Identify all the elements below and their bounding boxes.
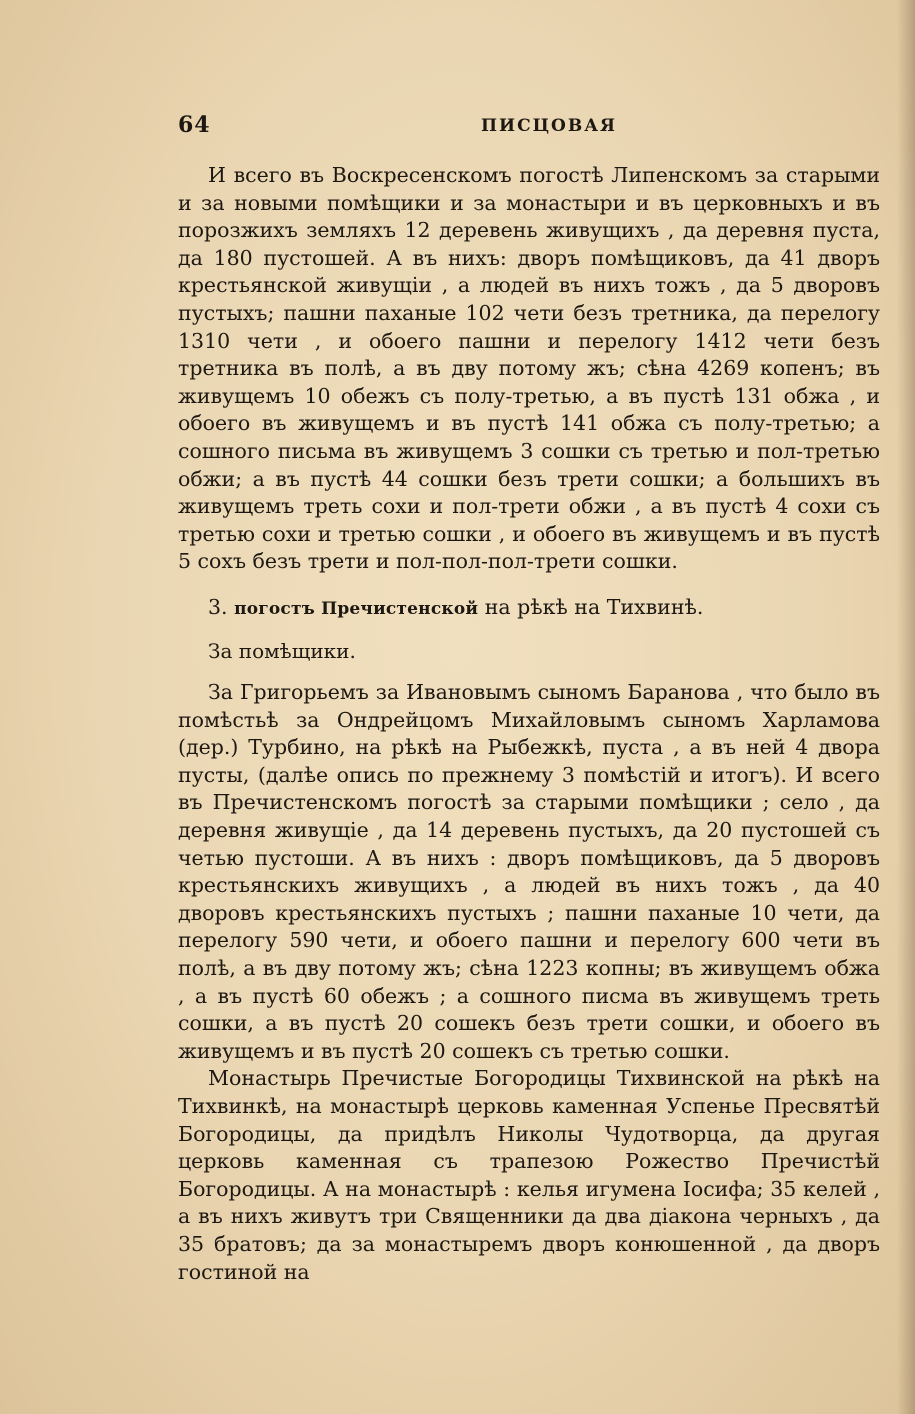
- running-title: ПИСЦОВАЯ: [480, 116, 618, 136]
- paragraph-summary-lipensky: И всего въ Воскресенскомъ погостѣ Липенскомъ за старыми и за новыми помѣщики и за монастыри и въ церковныхъ и въ порозжихъ земляхъ 12 деревень живущихъ , да деревня пуста, да 180 пустошей. А въ нихъ: дворъ помѣщиковъ, да 41 дворъ крестьянской живущіи , а людей въ нихъ тожъ , да 5 дворовъ пустыхъ; пашни паханые 102 чети безъ третника, да перелогу 1310 чети , и обоего пашни и перелогу 1412 чети безъ третника въ полѣ, а въ дву потому жъ; сѣна 4269 копенъ; въ живущемъ 10 обежъ съ полу-третью, а въ пустѣ 131 обжа , и обоего въ живущемъ и въ пустѣ 141 обжа съ полу-третью; а сошного письма въ живущемъ 3 сошки съ третью и пол-третью обжи; а въ пустѣ 44 сошки безъ трети сошки; а большихъ въ живущемъ треть сохи и пол-трети обжи , а въ пустѣ 4 сохи съ третью сохи и третью сошки , и обоего въ живущемъ и въ пустѣ 5 сохъ безъ трети и пол-пол-пол-трети сошки.: [178, 163, 880, 574]
- spacer: [178, 665, 880, 679]
- section-heading: [178, 594, 880, 624]
- paragraph-monastery: Монастырь Пречистые Богородицы Тихвинской на рѣкѣ на Тихвинкѣ, на монастырѣ церковь каменная Успенье Пресвятѣй Богородицы, да придѣлъ Николы Чудотворца, да другая церковь каменная съ трапезою Рожество Пречистѣй Богородицы. А на монастырѣ : келья игумена Іосифа; 35 келей , а въ нихъ живутъ три Священники да два діакона черныхъ , да 35 братовъ; да за монастыремъ дворъ конюшенной , да дворъ гостиной на: [178, 1066, 880, 1284]
- body-text: [178, 162, 880, 1286]
- spacer: [178, 576, 880, 594]
- page-edge-shadow: [897, 0, 915, 1414]
- section-location: на рѣкѣ на Тихвинѣ.: [484, 594, 704, 619]
- paragraph-baranov: За Григорьемъ за Ивановымъ сыномъ Баранова , что было въ помѣстьѣ за Ондрейцомъ Михайловымъ сыномъ Харламова (дер.) Турбино, на рѣкѣ на Рыбежкѣ, пуста , а въ ней 4 двора пусты, (далѣе опись по прежнему 3 помѣстій и итогъ). И всего въ Пречистенскомъ погостѣ за старыми помѣщики ; село , да деревня живущіе , да 14 деревень пустыхъ, да 20 пустошей съ четью пустоши. А въ нихъ : дворъ помѣщиковъ, да 5 дворовъ крестьянскихъ живущихъ , а людей въ нихъ тожъ , да 40 дворовъ крестьянскихъ пустыхъ ; пашни паханые 10 чети, да перелогу 590 чети, и обоего пашни и перелогу 600 чети въ полѣ, а въ дву потому жъ; сѣна 1223 копны; въ живущемъ обжа , а въ пустѣ 60 обежъ ; а сошного писма въ живущемъ треть сошки, а въ пустѣ 20 сошекъ безъ трети сошки, и обоего въ живущемъ и въ пустѣ 20 сошекъ съ третью сошки.: [178, 680, 880, 1063]
- page-header: [178, 112, 880, 144]
- section-name: погостъ Пречистенской: [234, 598, 479, 619]
- section-number: 3.: [208, 594, 228, 619]
- subheading-pomeshchiki: За помѣщики.: [208, 638, 356, 663]
- page-number: 64: [178, 112, 211, 138]
- spacer: [178, 624, 880, 638]
